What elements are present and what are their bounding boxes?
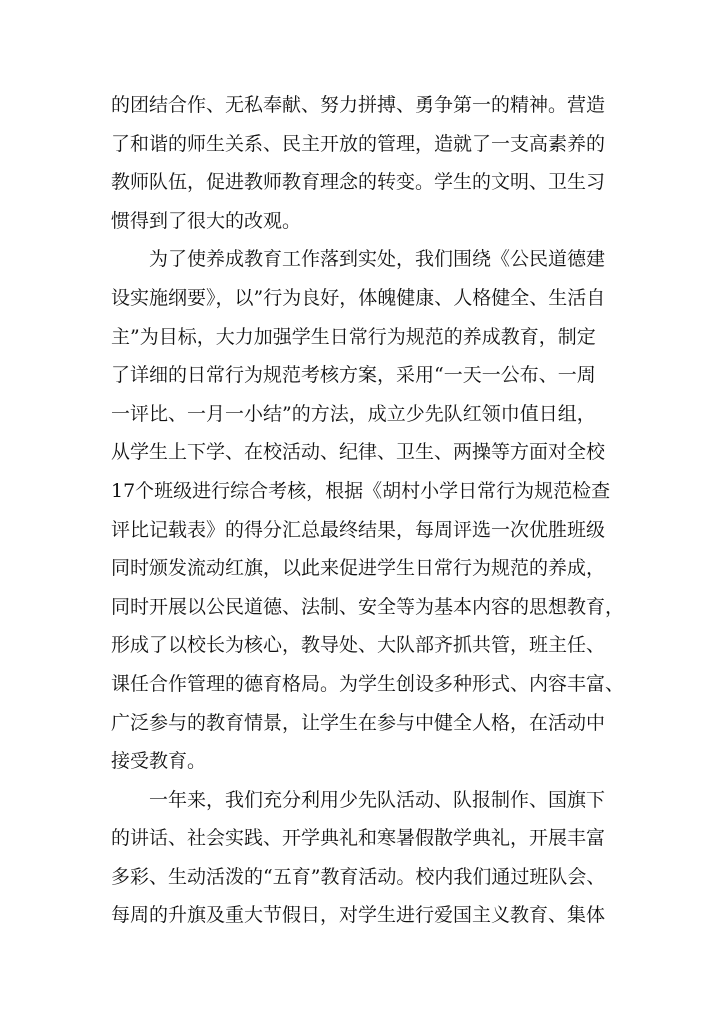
text-line: 一评比、一月一小结”的方法，成立少先队红领巾值日组， — [111, 402, 596, 425]
text-line: 17个班级进行综合考核，根据《胡村小学日常行为规范检查 — [111, 479, 611, 502]
text-line: 同时颁发流动红旗，以此来促进学生日常行为规范的养成， — [111, 557, 606, 580]
paragraph — [111, 86, 611, 240]
text-line: 课任合作管理的德育格局。为学生创设多种形式、内容丰富、 — [111, 672, 625, 695]
text-line: 从学生上下学、在校活动、纪律、卫生、两操等方面对全校 — [111, 441, 606, 464]
text-line: 教师队伍，促进教师教育理念的转变。学生的文明、卫生习 — [111, 171, 606, 194]
text-line: 广泛参与的教育情景，让学生在参与中健全人格，在活动中 — [111, 711, 606, 734]
text-line: 惯得到了很大的改观。 — [111, 209, 302, 232]
text-line: 多彩、生动活泼的“五育”教育活动。校内我们通过班队会、 — [111, 865, 606, 888]
text-line: 了详细的日常行为规范考核方案，采用“一天一公布、一周 — [111, 364, 596, 387]
text-line: 了和谐的师生关系、民主开放的管理，造就了一支高素养的 — [111, 132, 606, 155]
text-line: 主”为目标，大力加强学生日常行为规范的养成教育，制定 — [111, 325, 596, 348]
text-line: 为了使养成教育工作落到实处，我们围绕《公民道德建 — [149, 248, 606, 271]
text-line: 形成了以校长为核心，教导处、大队部齐抓共管，班主任、 — [111, 634, 606, 657]
text-line: 同时开展以公民道德、法制、安全等为基本内容的思想教育， — [111, 595, 625, 618]
text-line: 每周的升旗及重大节假日，对学生进行爱国主义教育、集体 — [111, 904, 606, 927]
text-line: 接受教育。 — [111, 750, 207, 773]
text-line: 一年来，我们充分利用少先队活动、队报制作、国旗下 — [149, 788, 606, 811]
paragraph — [111, 240, 625, 780]
document-body — [111, 86, 625, 935]
text-line: 设实施纲要》，以”行为良好，体魄健康、人格健全、生活自 — [111, 286, 606, 309]
text-line: 的讲话、社会实践、开学典礼和寒暑假散学典礼，开展丰富 — [111, 827, 606, 850]
paragraph — [111, 781, 611, 935]
text-line: 评比记载表》的得分汇总最终结果，每周评选一次优胜班级 — [111, 518, 606, 541]
text-line: 的团结合作、无私奉献、努力拼搏、勇争第一的精神。营造 — [111, 94, 606, 116]
